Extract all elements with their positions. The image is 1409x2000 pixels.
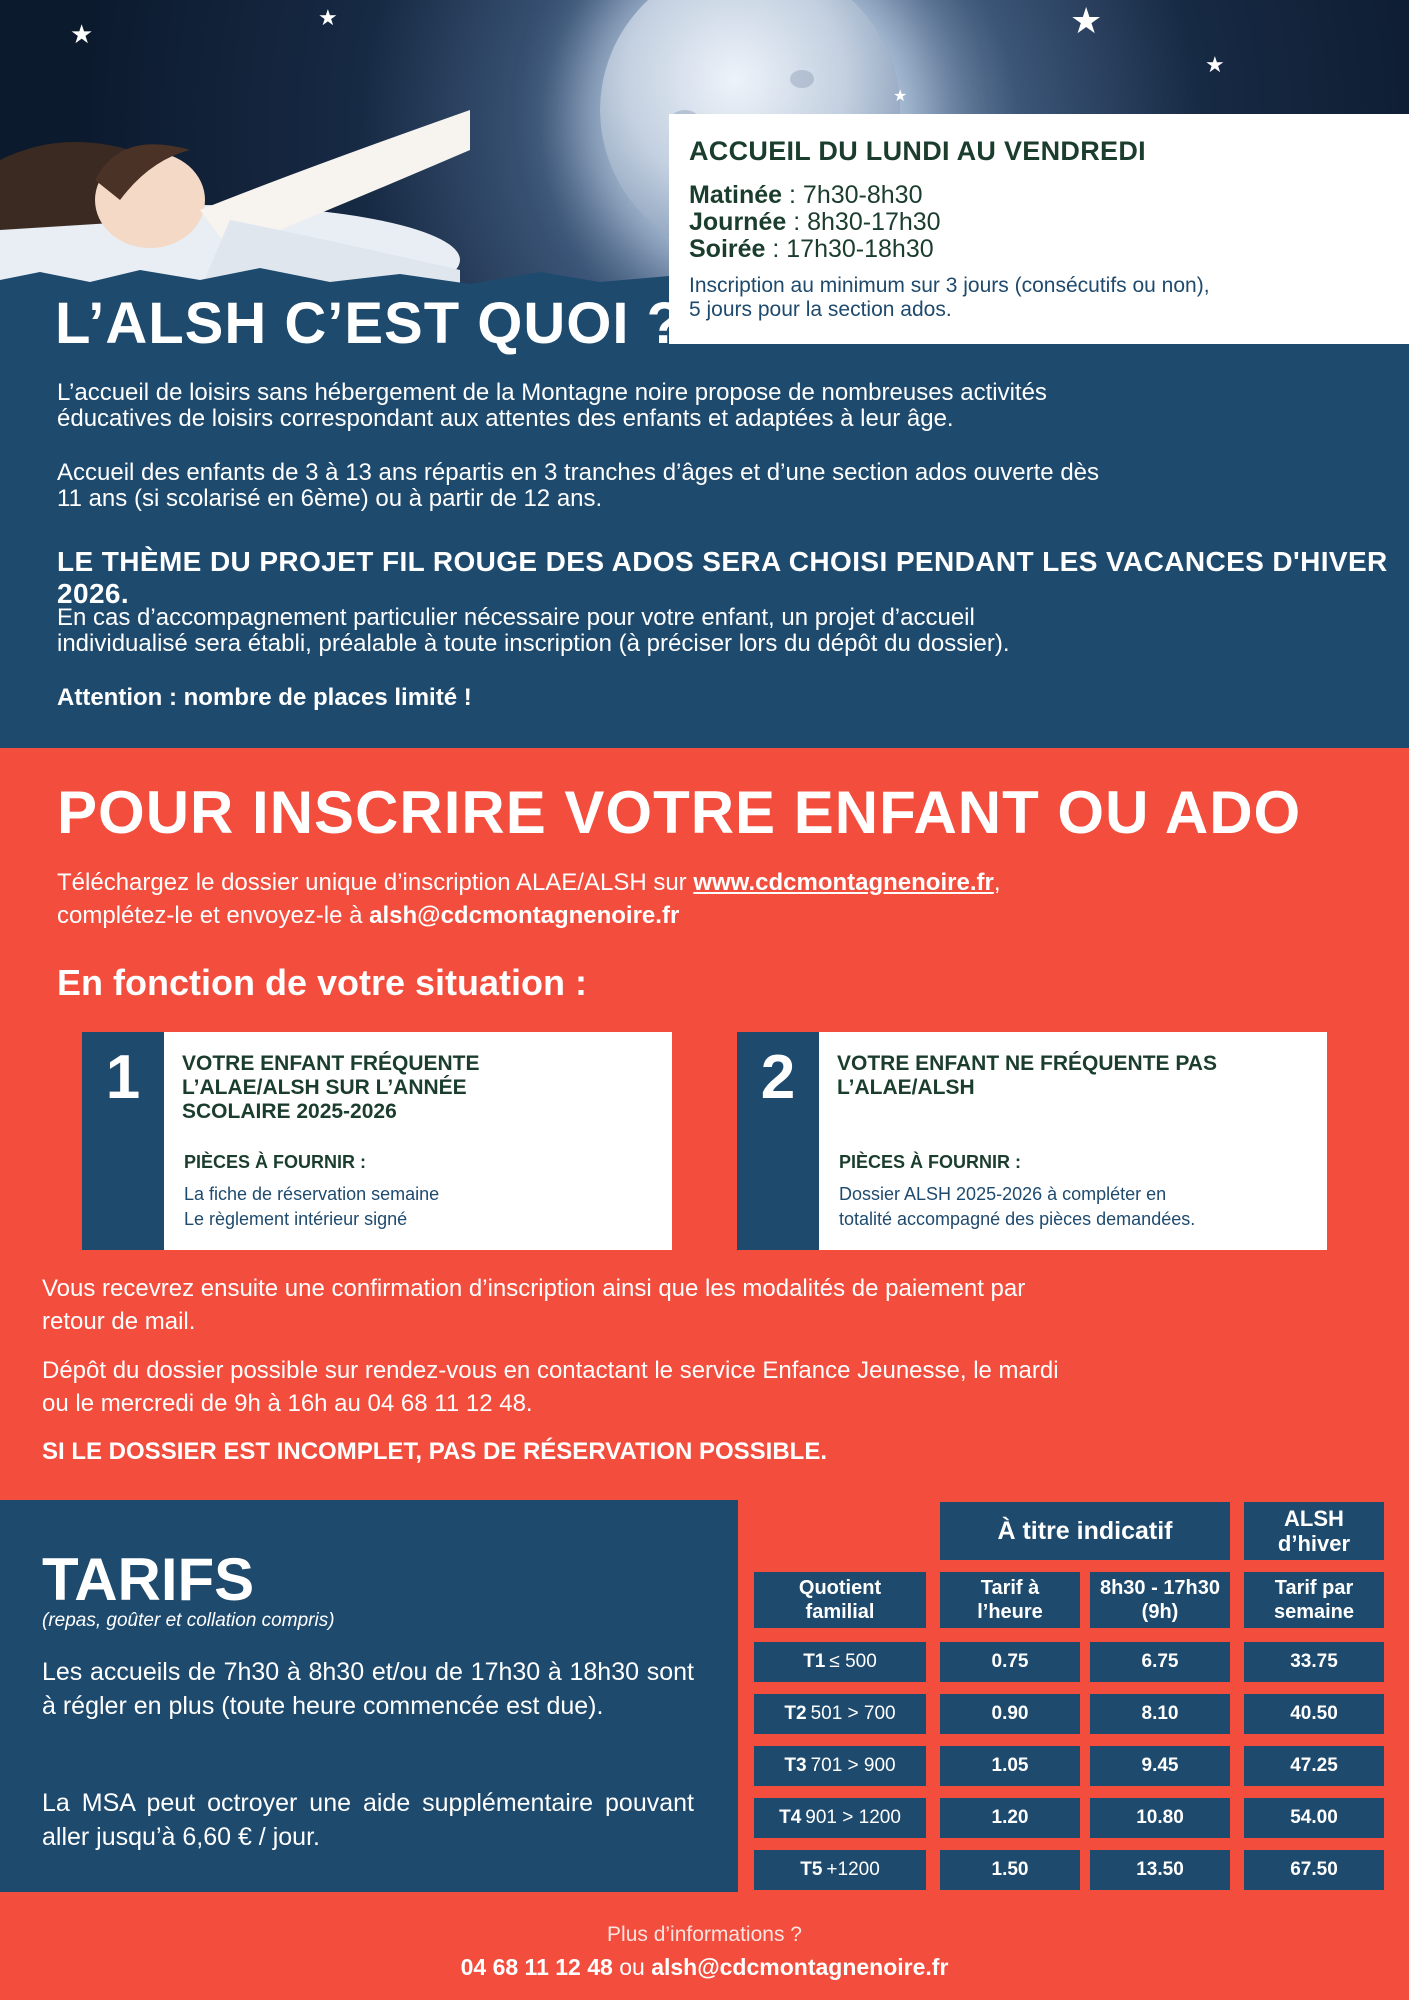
alsh-paragraph-3: En cas d’accompagnement particulier nécessaire pour votre enfant, un projet d’accueil individualisé sera établi, préalable à toute inscription (à préciser lors du dépôt du dossier). — [57, 604, 1010, 657]
depot-text: Dépôt du dossier possible sur rendez-vous en contactant le service Enfance Jeunesse, le mardi ou le mercredi de 9h à 16h au 04 68 11 12 48. — [42, 1357, 1059, 1417]
table-cell-journee: 10.80 — [1090, 1798, 1230, 1838]
star-icon: ★ — [893, 86, 908, 105]
table-cell-journee: 13.50 — [1090, 1850, 1230, 1890]
card-number: 1 — [82, 1032, 164, 1250]
hours-row-matinee: Matinée : 7h30-8h30 — [689, 181, 923, 209]
situation-card-1 — [82, 1032, 672, 1250]
table-cell-heure: 1.05 — [940, 1746, 1080, 1786]
footer-email[interactable]: alsh@cdcmontagnenoire.fr — [651, 1954, 949, 1980]
card-pieces-label: PIÈCES À FOURNIR : — [184, 1152, 367, 1172]
hours-row-journee: Journée : 8h30-17h30 — [689, 208, 941, 236]
tarifs-paragraph-2: La MSA peut octroyer une aide supplémentaire pouvant aller jusqu’à 6,60 € / jour. — [42, 1789, 694, 1851]
table-cell-heure: 1.50 — [940, 1850, 1080, 1890]
star-icon: ★ — [70, 20, 94, 50]
theme-announcement: LE THÈME DU PROJET FIL ROUGE DES ADOS SERA CHOISI PENDANT LES VACANCES D'HIVER 2026. — [57, 546, 1388, 609]
card-pieces-label: PIÈCES À FOURNIR : — [839, 1152, 1022, 1172]
table-group-header: À titre indicatif — [940, 1502, 1230, 1560]
website-link[interactable]: www.cdcmontagnenoire.fr — [693, 869, 994, 896]
table-cell-heure: 0.90 — [940, 1694, 1080, 1734]
hours-note: Inscription au minimum sur 3 jours (consécutifs ou non), 5 jours pour la section ados. — [689, 274, 1210, 321]
card-heading: VOTRE ENFANT FRÉQUENTE L’ALAE/ALSH SUR L’ANNÉE SCOLAIRE 2025-2026 — [182, 1052, 480, 1123]
table-cell-quotient: T2 501 > 700 — [754, 1694, 926, 1734]
table-cell-quotient: T1 ≤ 500 — [754, 1642, 926, 1682]
star-icon: ★ — [318, 6, 338, 31]
alsh-paragraph-1: L’accueil de loisirs sans hébergement de la Montagne noire propose de nombreuses activités éducatives de loisirs correspondant aux attentes des enfants et adaptées à leur âge. — [57, 379, 1047, 432]
table-header-heure: Tarif à l’heure — [940, 1572, 1080, 1628]
table-header-semaine: Tarif par semaine — [1244, 1572, 1384, 1628]
table-cell-journee: 9.45 — [1090, 1746, 1230, 1786]
table-cell-quotient: T3 701 > 900 — [754, 1746, 926, 1786]
email-link[interactable]: alsh@cdcmontagnenoire.fr — [369, 902, 680, 929]
card-number: 2 — [737, 1032, 819, 1250]
table-header-quotient: Quotient familial — [754, 1572, 926, 1628]
star-icon: ★ — [1070, 1, 1103, 42]
confirmation-text: Vous recevrez ensuite une confirmation d’inscription ainsi que les modalités de paiement par retour de mail. — [42, 1275, 1026, 1335]
table-cell-quotient: T5 +1200 — [754, 1850, 926, 1890]
hours-title: ACCUEIL DU LUNDI AU VENDREDI — [689, 136, 1146, 166]
table-cell-semaine: 47.25 — [1244, 1746, 1384, 1786]
card-pieces-list: Dossier ALSH 2025-2026 à compléter en totalité accompagné des pièces demandées. — [839, 1184, 1196, 1229]
tarifs-subtitle: (repas, goûter et collation compris) — [42, 1610, 335, 1631]
situation-heading: En fonction de votre situation : — [57, 962, 587, 1003]
star-icon: ★ — [1205, 53, 1225, 78]
table-cell-semaine: 33.75 — [1244, 1642, 1384, 1682]
table-group-header: ALSH d’hiver — [1244, 1502, 1384, 1560]
hours-row-soiree: Soirée : 17h30-18h30 — [689, 235, 934, 263]
footer-contact: 04 68 11 12 48 ou alsh@cdcmontagnenoire.fr — [460, 1954, 949, 1980]
table-cell-semaine: 54.00 — [1244, 1798, 1384, 1838]
footer-more-info: Plus d’informations ? — [607, 1923, 802, 1946]
section-title-alsh: L’ALSH C’EST QUOI ? — [55, 291, 684, 356]
table-cell-semaine: 40.50 — [1244, 1694, 1384, 1734]
alsh-paragraph-2: Accueil des enfants de 3 à 13 ans répartis en 3 tranches d’âges et d’une section ados ouverte dès 11 ans (si scolarisé en 6ème) ou à partir de 12 ans. — [57, 459, 1100, 512]
table-cell-heure: 1.20 — [940, 1798, 1080, 1838]
table-cell-semaine: 67.50 — [1244, 1850, 1384, 1890]
tarifs-paragraph-1: Les accueils de 7h30 à 8h30 et/ou de 17h30 à 18h30 sont à régler en plus (toute heure commencée est due). — [42, 1658, 694, 1720]
tarifs-title: TARIFS — [42, 1546, 255, 1613]
section-title-inscription: POUR INSCRIRE VOTRE ENFANT OU ADO — [57, 779, 1302, 846]
situation-card-2 — [737, 1032, 1327, 1250]
download-instructions: Téléchargez le dossier unique d’inscription ALAE/ALSH sur www.cdcmontagnenoire.fr, complétez-le et envoyez-le à alsh@cdcmontagnenoire.fr — [57, 869, 1001, 929]
table-header-journee: 8h30 - 17h30 (9h) — [1090, 1572, 1230, 1628]
child-illustration — [0, 90, 470, 290]
table-cell-journee: 6.75 — [1090, 1642, 1230, 1682]
table-cell-quotient: T4 901 > 1200 — [754, 1798, 926, 1838]
incomplete-warning: SI LE DOSSIER EST INCOMPLET, PAS DE RÉSERVATION POSSIBLE. — [42, 1438, 828, 1465]
footer-phone[interactable]: 04 68 11 12 48 — [460, 1954, 613, 1980]
table-cell-heure: 0.75 — [940, 1642, 1080, 1682]
table-cell-journee: 8.10 — [1090, 1694, 1230, 1734]
hours-info-box — [669, 114, 1409, 344]
card-pieces-list: La fiche de réservation semaine Le règlement intérieur signé — [184, 1184, 440, 1229]
card-heading: VOTRE ENFANT NE FRÉQUENTE PAS L’ALAE/ALSH — [837, 1052, 1217, 1099]
attention-note: Attention : nombre de places limité ! — [57, 684, 472, 711]
